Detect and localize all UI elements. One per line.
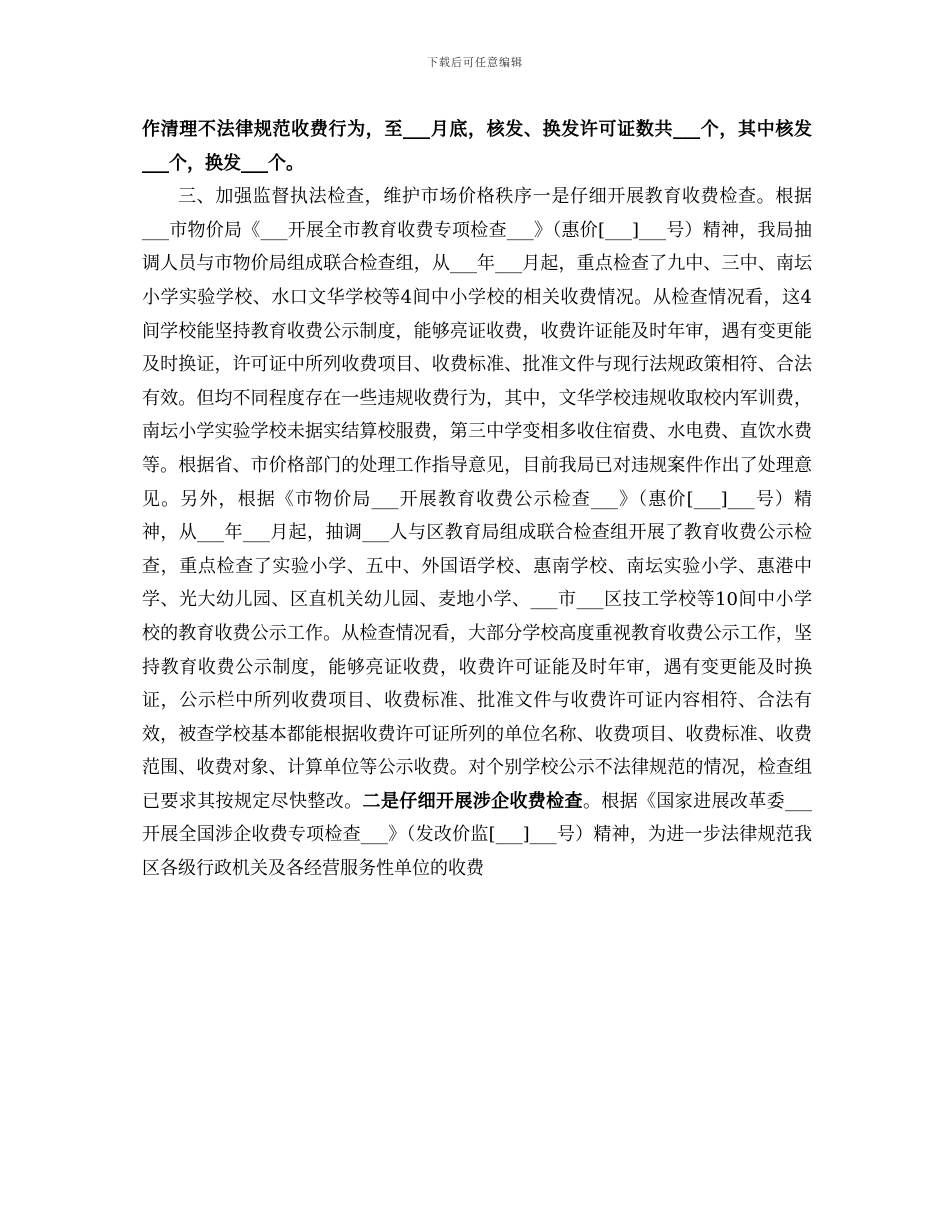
paragraph-license-count: 作清理不法律规范收费行为，至___月底，核发、换发许可证数共___个，其中核发___个，换发___个。 <box>142 119 812 174</box>
inspection-enterprise-text: 。根据《国家进展改革委___开展全国涉企收费专项检查___》（发改价监[___]___号）精神，为进一步法律规范我区各级行政机关及各经营服务性单位的收费 <box>142 790 813 880</box>
page-header: 下载后可任意编辑 <box>427 56 523 69</box>
paragraph-inspection <box>142 180 812 885</box>
document-body <box>142 113 812 886</box>
inspection-text: 三、加强监督执法检查，维护市场价格秩序一是仔细开展教育收费检查。根据___市物价局《___开展全市教育收费专项检查___》（惠价[___]___号）精神，我局抽调人员与市物价局组成联合检查组，从___年___月起，重点检查了九中、三中、南坛小学实验学校、水口文华学校等4间中小学校的相关收费情况。从检查情况看，这4间学校能坚持教育收费公示制度，能够亮证收费，收费许证能及时年审，遇有变更能及时换证，许可证中所列收费项目、收费标准、批准文件与现行法规政策相符、合法有效。但均不同程度存在一些违规收费行为，其中，文华学校违规收取校内军训费，南坛小学实验学校未据实结算校服费，第三中学变相多收住宿费、水电费、直饮水费等。根据省、市价格部门的处理工作指导意见，目前我局已对违规案件作出了处理意见。另外，根据《市物价局___开展教育收费公示检查___》（惠价[___]___号）精神，从___年___月起，抽调___人与区教育局组成联合检查组开展了教育收费公示检查，重点检查了实验小学、五中、外国语学校、惠南学校、南坛实验小学、惠港中学、光大幼儿园、区直机关幼儿园、麦地小学、___市___区技工学校等10间中小学校的教育收费公示工作。从检查情况看，大部分学校高度重视教育收费公示工作，坚持教育收费公示制度，能够亮证收费，收费许可证能及时年审，遇有变更能及时换证，公示栏中所列收费项目、收费标准、批准文件与收费许可证内容相符、合法有效，被查学校基本都能根据收费许可证所列的单位名称、收费项目、收费标准、收费范围、收费对象、计算单位等公示收费。对个别学校公示不法律规范的情况，检查组已要求其按规定尽快整改。 <box>142 186 812 812</box>
inspection-enterprise-heading: 二是仔细开展涉企收费检查 <box>362 790 583 812</box>
